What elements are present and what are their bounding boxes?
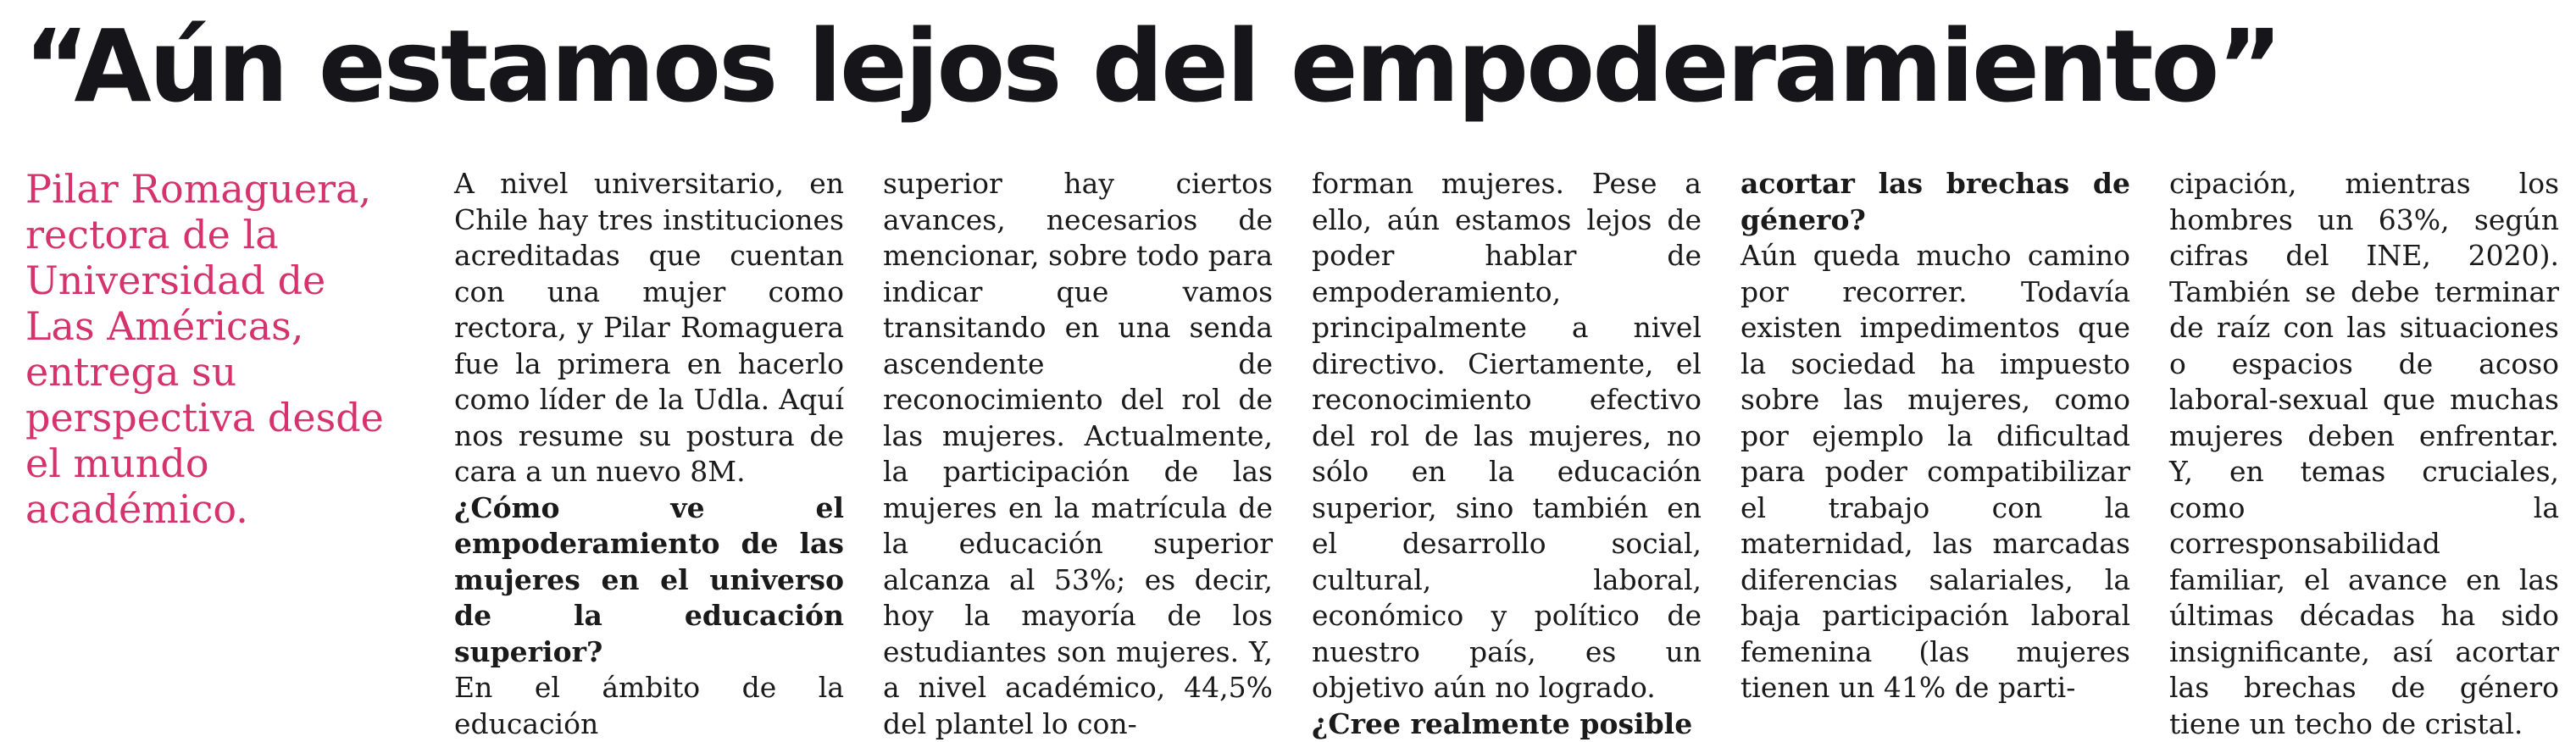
interview-question: ¿Cree realmente posible xyxy=(1312,706,1702,742)
body-paragraph: forman mujeres. Pese a ello, aún estamos lejos de poder hablar de empoderamiento, principalmente a nivel directivo. Ciertamente, el reconocimiento efectivo del rol de las mujeres, no sólo en la educación superior, sino también en el desarrollo social, cultural, laboral, económico y político de nuestro país, es un objetivo aún no logrado. xyxy=(1312,166,1702,706)
article-column-5 xyxy=(2169,166,2559,742)
body-paragraph: cipación, mientras los hombres un 63%, según cifras del INE, 2020). También se debe terminar de raíz con las situaciones o espacios de acoso laboral-sexual que muchas mujeres deben enfrentar. Y, en temas cruciales, como la corresponsabilidad familiar, el avance en las últimas décadas ha sido insignificante, así acortar las brechas de género tiene un techo de cristal. xyxy=(2169,166,2559,742)
article-column-3 xyxy=(1312,166,1702,742)
lede-intro: Pilar Romaguera, rectora de la Universidad de Las Américas, entrega su perspectiva desde el mundo académico. xyxy=(25,166,407,532)
body-paragraph: A nivel universitario, en Chile hay tres instituciones acreditadas que cuentan con una mujer como rectora, y Pilar Romaguera fue la primera en hacerlo como líder de la Udla. Aquí nos resume su postura de cara a un nuevo 8M. xyxy=(454,166,844,490)
article-column-4 xyxy=(1740,166,2130,706)
body-paragraph: En el ámbito de la educación xyxy=(454,670,844,742)
article-column-2 xyxy=(883,166,1273,742)
article-column-1 xyxy=(454,166,844,742)
body-paragraph: superior hay ciertos avances, necesarios de mencionar, sobre todo para indicar que vamos transitando en una senda ascendente de reconocimiento del rol de las mujeres. Actualmente, la participación de las mujeres en la matrícula de la educación superior alcanza al 53%; es decir, hoy la mayoría de los estudiantes son mujeres. Y, a nivel académico, 44,5% del plantel lo con- xyxy=(883,166,1273,742)
interview-question: acortar las brechas de género? xyxy=(1740,166,2130,238)
headline: “Aún estamos lejos del empoderamiento” xyxy=(24,7,2280,125)
body-paragraph: Aún queda mucho camino por recorrer. Todavía existen impedimentos que la sociedad ha impuesto sobre las mujeres, como por ejemplo la dificultad para poder compatibilizar el trabajo con la maternidad, las marcadas diferencias salariales, la baja participación laboral femenina (las mujeres tienen un 41% de parti- xyxy=(1740,238,2130,706)
interview-question: ¿Cómo ve el empoderamiento de las mujeres en el universo de la educación superior? xyxy=(454,490,844,671)
